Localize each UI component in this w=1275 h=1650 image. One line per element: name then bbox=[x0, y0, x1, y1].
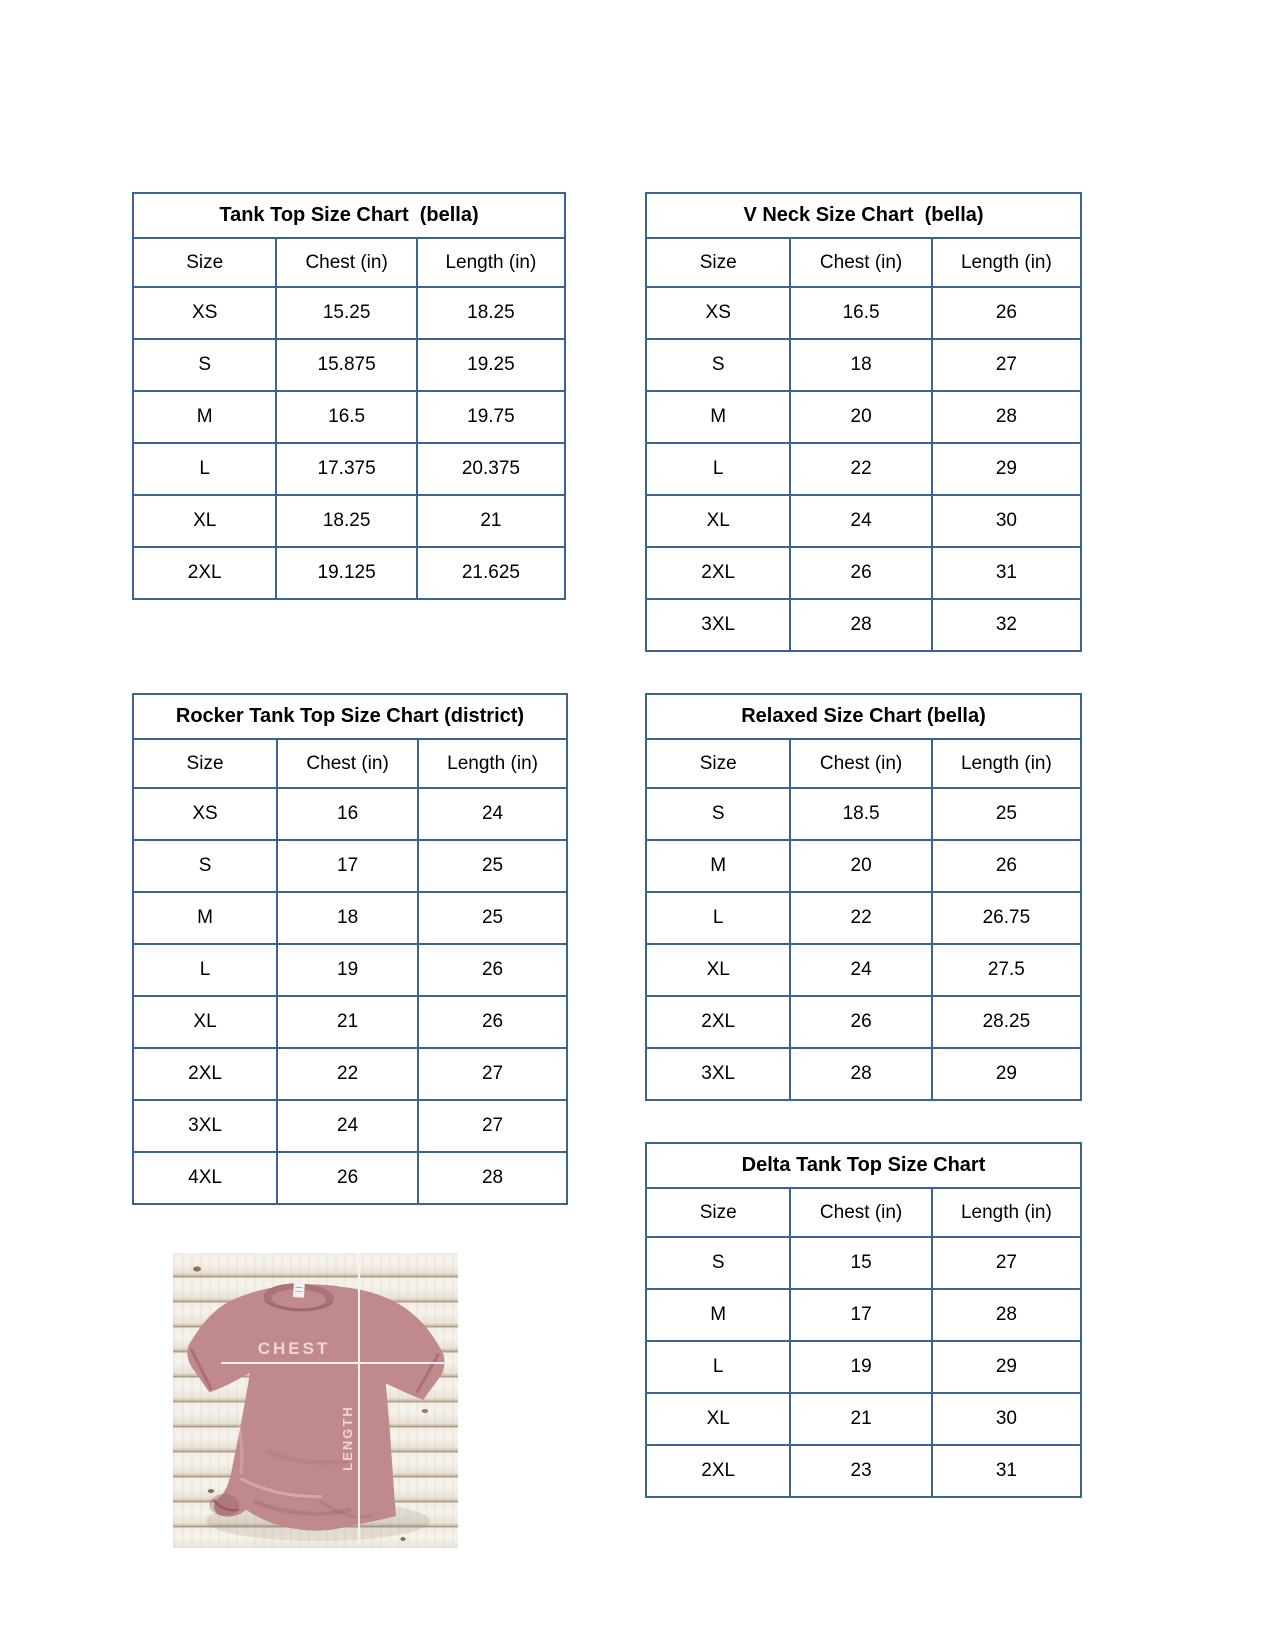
table-row bbox=[133, 788, 567, 840]
table bbox=[132, 693, 568, 1205]
table-row bbox=[646, 443, 1081, 495]
column-header: Length (in) bbox=[932, 739, 1081, 788]
size-cell: XS bbox=[133, 788, 277, 840]
length-cell: 26 bbox=[418, 944, 567, 996]
length-cell: 24 bbox=[418, 788, 567, 840]
chest-cell: 18.25 bbox=[276, 495, 416, 547]
size-cell: 2XL bbox=[646, 1445, 790, 1497]
length-cell: 26 bbox=[418, 996, 567, 1048]
length-cell: 28 bbox=[932, 391, 1081, 443]
length-cell: 27 bbox=[418, 1100, 567, 1152]
chest-cell: 19 bbox=[277, 944, 418, 996]
column-header: Chest (in) bbox=[790, 739, 931, 788]
length-cell: 28 bbox=[418, 1152, 567, 1204]
length-cell: 27 bbox=[932, 339, 1081, 391]
column-header: Chest (in) bbox=[277, 739, 418, 788]
chest-cell: 22 bbox=[790, 443, 931, 495]
size-cell: L bbox=[646, 443, 790, 495]
size-cell: L bbox=[646, 1341, 790, 1393]
column-header: Size bbox=[133, 238, 276, 287]
chest-cell: 15.875 bbox=[276, 339, 416, 391]
chest-cell: 17.375 bbox=[276, 443, 416, 495]
chest-cell: 19 bbox=[790, 1341, 931, 1393]
chest-cell: 26 bbox=[277, 1152, 418, 1204]
size-cell: XL bbox=[646, 495, 790, 547]
column-header: Length (in) bbox=[932, 1188, 1081, 1237]
table-row bbox=[646, 1048, 1081, 1100]
table-row bbox=[133, 495, 565, 547]
chest-cell: 24 bbox=[277, 1100, 418, 1152]
length-cell: 26 bbox=[932, 840, 1081, 892]
tshirt-graphic bbox=[181, 1278, 447, 1535]
chest-cell: 26 bbox=[790, 996, 931, 1048]
size-cell: 3XL bbox=[646, 599, 790, 651]
size-cell: L bbox=[646, 892, 790, 944]
table bbox=[645, 693, 1082, 1101]
table-row bbox=[646, 788, 1081, 840]
table-row bbox=[646, 339, 1081, 391]
table-row bbox=[646, 495, 1081, 547]
length-cell: 25 bbox=[418, 892, 567, 944]
size-cell: 4XL bbox=[133, 1152, 277, 1204]
column-header: Size bbox=[646, 1188, 790, 1237]
length-cell: 27 bbox=[418, 1048, 567, 1100]
chest-cell: 21 bbox=[277, 996, 418, 1048]
table-title-row bbox=[133, 694, 567, 739]
chest-cell: 24 bbox=[790, 495, 931, 547]
size-cell: S bbox=[133, 339, 276, 391]
length-cell: 30 bbox=[932, 495, 1081, 547]
chest-cell: 28 bbox=[790, 599, 931, 651]
size-cell: S bbox=[646, 339, 790, 391]
length-cell: 29 bbox=[932, 1048, 1081, 1100]
size-cell: 3XL bbox=[646, 1048, 790, 1100]
chest-cell: 19.125 bbox=[276, 547, 416, 599]
chest-cell: 22 bbox=[790, 892, 931, 944]
chest-label: CHEST bbox=[257, 1339, 331, 1358]
length-cell: 21.625 bbox=[417, 547, 565, 599]
delta-tank-size-chart-table bbox=[645, 1142, 1082, 1498]
chest-cell: 21 bbox=[790, 1393, 931, 1445]
table-row bbox=[133, 944, 567, 996]
length-cell: 27.5 bbox=[932, 944, 1081, 996]
table-row bbox=[133, 1048, 567, 1100]
chest-cell: 18 bbox=[790, 339, 931, 391]
size-cell: XL bbox=[133, 996, 277, 1048]
length-cell: 28.25 bbox=[932, 996, 1081, 1048]
size-cell: S bbox=[133, 840, 277, 892]
table-row bbox=[133, 892, 567, 944]
table-header-row bbox=[133, 739, 567, 788]
table bbox=[645, 192, 1082, 652]
chest-cell: 16.5 bbox=[790, 287, 931, 339]
table-header-row bbox=[646, 739, 1081, 788]
table-header-row bbox=[646, 238, 1081, 287]
chest-cell: 20 bbox=[790, 391, 931, 443]
table-title: V Neck Size Chart (bella) bbox=[646, 193, 1081, 238]
length-cell: 25 bbox=[932, 788, 1081, 840]
table-row bbox=[133, 287, 565, 339]
size-cell: XL bbox=[646, 944, 790, 996]
table-row bbox=[646, 1445, 1081, 1497]
chest-cell: 20 bbox=[790, 840, 931, 892]
length-cell: 18.25 bbox=[417, 287, 565, 339]
neck-label-tag bbox=[293, 1282, 305, 1298]
table-row bbox=[133, 547, 565, 599]
table-title: Tank Top Size Chart (bella) bbox=[133, 193, 565, 238]
v-neck-size-chart-table bbox=[645, 192, 1082, 652]
tshirt-measurement-photo bbox=[173, 1253, 458, 1548]
table-title-row bbox=[646, 694, 1081, 739]
size-cell: XS bbox=[646, 287, 790, 339]
column-header: Chest (in) bbox=[790, 238, 931, 287]
table-row bbox=[646, 1289, 1081, 1341]
table-row bbox=[646, 391, 1081, 443]
table-title: Relaxed Size Chart (bella) bbox=[646, 694, 1081, 739]
size-cell: M bbox=[646, 1289, 790, 1341]
chest-cell: 15.25 bbox=[276, 287, 416, 339]
size-cell: XL bbox=[133, 495, 276, 547]
tshirt-mockup-image bbox=[173, 1253, 458, 1548]
rocker-tank-size-chart-table bbox=[132, 693, 568, 1205]
column-header: Chest (in) bbox=[276, 238, 416, 287]
table-header-row bbox=[133, 238, 565, 287]
table-row bbox=[646, 1341, 1081, 1393]
column-header: Size bbox=[133, 739, 277, 788]
chest-cell: 24 bbox=[790, 944, 931, 996]
length-cell: 25 bbox=[418, 840, 567, 892]
column-header: Length (in) bbox=[932, 238, 1081, 287]
size-cell: 2XL bbox=[133, 1048, 277, 1100]
size-cell: XS bbox=[133, 287, 276, 339]
chest-cell: 28 bbox=[790, 1048, 931, 1100]
table-title-row bbox=[646, 193, 1081, 238]
table-row bbox=[133, 443, 565, 495]
table-row bbox=[133, 1100, 567, 1152]
chest-cell: 17 bbox=[790, 1289, 931, 1341]
column-header: Length (in) bbox=[418, 739, 567, 788]
table-header-row bbox=[646, 1188, 1081, 1237]
table-row bbox=[133, 1152, 567, 1204]
column-header: Size bbox=[646, 238, 790, 287]
table-row bbox=[646, 1393, 1081, 1445]
size-cell: M bbox=[133, 391, 276, 443]
length-cell: 27 bbox=[932, 1237, 1081, 1289]
chest-cell: 26 bbox=[790, 547, 931, 599]
table-row bbox=[133, 996, 567, 1048]
table bbox=[645, 1142, 1082, 1498]
table-row bbox=[646, 840, 1081, 892]
length-cell: 26 bbox=[932, 287, 1081, 339]
length-cell: 21 bbox=[417, 495, 565, 547]
table-row bbox=[646, 892, 1081, 944]
chest-cell: 17 bbox=[277, 840, 418, 892]
size-cell: S bbox=[646, 1237, 790, 1289]
length-cell: 26.75 bbox=[932, 892, 1081, 944]
length-cell: 29 bbox=[932, 443, 1081, 495]
table-title: Delta Tank Top Size Chart bbox=[646, 1143, 1081, 1188]
table-row bbox=[646, 944, 1081, 996]
size-cell: M bbox=[646, 840, 790, 892]
table bbox=[132, 192, 566, 600]
column-header: Size bbox=[646, 739, 790, 788]
column-header: Chest (in) bbox=[790, 1188, 931, 1237]
table-row bbox=[646, 287, 1081, 339]
length-cell: 28 bbox=[932, 1289, 1081, 1341]
size-cell: 2XL bbox=[133, 547, 276, 599]
size-cell: S bbox=[646, 788, 790, 840]
table-row bbox=[646, 599, 1081, 651]
table-row bbox=[646, 547, 1081, 599]
table-row bbox=[133, 391, 565, 443]
length-label: LENGTH bbox=[340, 1405, 355, 1471]
length-cell: 19.25 bbox=[417, 339, 565, 391]
table-row bbox=[646, 1237, 1081, 1289]
size-cell: 2XL bbox=[646, 547, 790, 599]
table-title-row bbox=[133, 193, 565, 238]
column-header: Length (in) bbox=[417, 238, 565, 287]
length-cell: 31 bbox=[932, 1445, 1081, 1497]
table-row bbox=[646, 996, 1081, 1048]
length-cell: 32 bbox=[932, 599, 1081, 651]
chest-cell: 22 bbox=[277, 1048, 418, 1100]
chest-cell: 16 bbox=[277, 788, 418, 840]
table-row bbox=[133, 339, 565, 391]
chest-cell: 18.5 bbox=[790, 788, 931, 840]
length-cell: 20.375 bbox=[417, 443, 565, 495]
chest-cell: 18 bbox=[277, 892, 418, 944]
size-cell: L bbox=[133, 944, 277, 996]
size-cell: L bbox=[133, 443, 276, 495]
length-cell: 19.75 bbox=[417, 391, 565, 443]
size-cell: M bbox=[133, 892, 277, 944]
tank-top-size-chart-table bbox=[132, 192, 566, 600]
length-cell: 31 bbox=[932, 547, 1081, 599]
relaxed-size-chart-table bbox=[645, 693, 1082, 1101]
size-cell: XL bbox=[646, 1393, 790, 1445]
chest-cell: 15 bbox=[790, 1237, 931, 1289]
length-cell: 29 bbox=[932, 1341, 1081, 1393]
chest-cell: 16.5 bbox=[276, 391, 416, 443]
chest-cell: 23 bbox=[790, 1445, 931, 1497]
table-row bbox=[133, 840, 567, 892]
size-cell: 3XL bbox=[133, 1100, 277, 1152]
table-title: Rocker Tank Top Size Chart (district) bbox=[133, 694, 567, 739]
size-cell: M bbox=[646, 391, 790, 443]
table-title-row bbox=[646, 1143, 1081, 1188]
size-cell: 2XL bbox=[646, 996, 790, 1048]
length-cell: 30 bbox=[932, 1393, 1081, 1445]
